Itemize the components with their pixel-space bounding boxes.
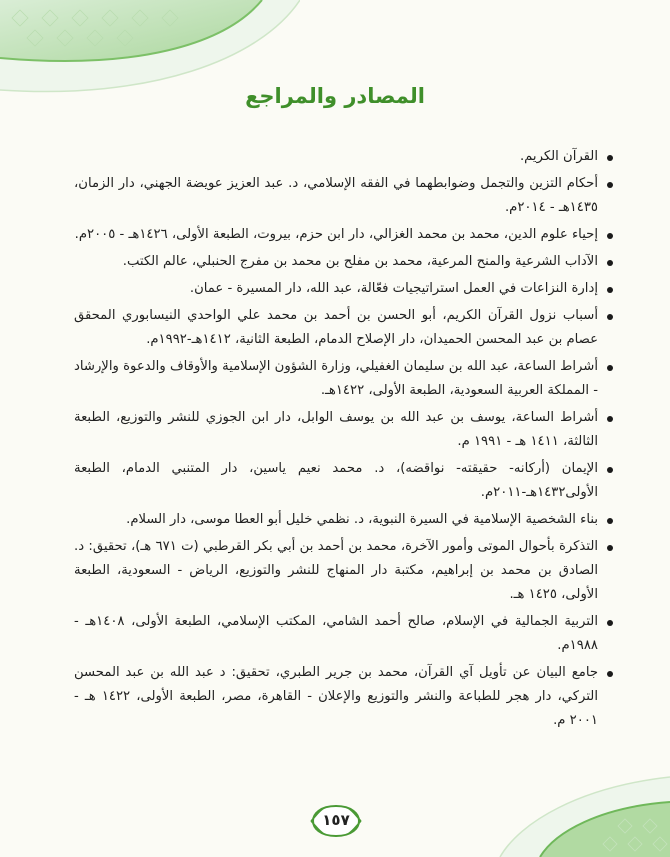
- reference-item: إدارة النزاعات في العمل استراتيجيات فعّالة، عبد الله، دار المسيرة - عمان.: [74, 277, 614, 301]
- reference-item: الإيمان (أركانه- حقيقته- نواقضه)، د. محمد نعيم ياسين، دار المتنبي الدمام، الطبعة الأولى١٤٣٢هـ-٢٠١١م.: [74, 457, 614, 505]
- reference-item: الآداب الشرعية والمنح المرعية، محمد بن مفلح بن محمد بن مفرج الحنبلي، عالم الكتب.: [74, 250, 614, 274]
- reference-item: التذكرة بأحوال الموتى وأمور الآخرة، محمد بن أحمد بن أبي بكر القرطبي (ت ٦٧١ هـ)، تحقيق: د. الصادق بن محمد بن إبراهيم، مكتبة دار المنهاج للنشر والتوزيع، الرياض - السعودية، الطبعة الأولى، ١٤٢٥ هـ.: [74, 535, 614, 607]
- reference-item: التربية الجمالية في الإسلام، صالح أحمد الشامي، المكتب الإسلامي، الطبعة الأولى، ١٤٠٨هـ - ١٩٨٨م.: [74, 610, 614, 658]
- page-title: المصادر والمراجع: [245, 84, 425, 108]
- corner-ornament-bottom-right: [460, 767, 670, 857]
- reference-item: القرآن الكريم.: [74, 145, 614, 169]
- reference-item: أسباب نزول القرآن الكريم، أبو الحسن بن أحمد بن محمد علي الواحدي النيسابوري المحقق عصام بن عبد المحسن الحميدان، دار الإصلاح الدمام، الطبعة الثانية، ١٤١٢هـ-١٩٩٢م.: [74, 304, 614, 352]
- reference-item: أشراط الساعة، عبد الله بن سليمان الغفيلي، وزارة الشؤون الإسلامية والأوقاف والدعوة والإرشاد - المملكة العربية السعودية، الطبعة الأولى، ١٤٢٢هـ.: [74, 355, 614, 403]
- reference-item: بناء الشخصية الإسلامية في السيرة النبوية، د. نظمي خليل أبو العطا موسى، دار السلام.: [74, 508, 614, 532]
- reference-item: أحكام التزين والتجمل وضوابطهما في الفقه الإسلامي، د. عبد العزيز عويضة الجهني، دار الزمان، ١٤٣٥هـ - ٢٠١٤م.: [74, 172, 614, 220]
- page-number: ١٥٧: [322, 811, 350, 829]
- reference-item: جامع البيان عن تأويل آي القرآن، محمد بن جرير الطبري، تحقيق: د عبد الله بن عبد المحسن التركي، دار هجر للطباعة والنشر والتوزيع والإعلان - القاهرة، مصر، الطبعة الأولى، ١٤٢٢ هـ - ٢٠٠١ م.: [74, 661, 614, 733]
- reference-item: أشراط الساعة، يوسف بن عبد الله بن يوسف الوابل، دار ابن الجوزي للنشر والتوزيع، الطبعة الثالثة، ١٤١١ هـ - ١٩٩١ م.: [74, 406, 614, 454]
- references-list: [74, 145, 614, 736]
- reference-item: إحياء علوم الدين، محمد بن محمد الغزالي، دار ابن حزم، بيروت، الطبعة الأولى، ١٤٢٦هـ - ٢٠٠٥م.: [74, 223, 614, 247]
